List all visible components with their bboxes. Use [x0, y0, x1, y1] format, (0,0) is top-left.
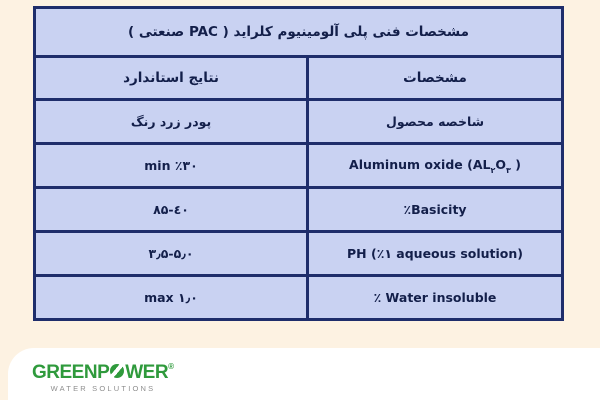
column-header-specifications: مشخصات [308, 57, 563, 100]
result-cell-ph: ۳٫۵-۵٫۰ [35, 232, 308, 276]
spec-table [33, 6, 564, 321]
formula-subscript-3: ۳ [505, 165, 511, 175]
formula-suffix: ) [510, 156, 521, 172]
result-cell-water-insoluble: max ۱٫۰ [35, 276, 308, 320]
spec-cell-basicity: ٪Basicity [308, 188, 563, 232]
column-header-standard-results: نتایج استاندارد [35, 57, 308, 100]
result-cell-aluminum-oxide: min ٪۳۰ [35, 144, 308, 188]
greenpower-logo [32, 357, 174, 393]
result-cell-product-characteristic: پودر زرد رنگ [35, 100, 308, 144]
registered-trademark-icon: ® [168, 362, 174, 371]
spec-cell-ph: PH (٪۱ aqueous solution) [308, 232, 563, 276]
spec-cell-water-insoluble: ٪ Water insoluble [308, 276, 563, 320]
brand-text-suffix: WER [125, 362, 169, 383]
table-row-ph [35, 232, 563, 276]
bottom-panel [8, 348, 600, 400]
table-header-row [35, 57, 563, 100]
formula-prefix: Aluminum oxide (AL [349, 156, 491, 172]
spec-cell-aluminum-oxide [308, 144, 563, 188]
table-row-aluminum-oxide [35, 144, 563, 188]
table-row-water-insoluble [35, 276, 563, 320]
formula-oxygen: O [495, 156, 506, 172]
spec-cell-product-characteristic: شاخصه محصول [308, 100, 563, 144]
result-cell-basicity: ۸۵-٤۰ [35, 188, 308, 232]
formula-subscript-2: ۲ [490, 165, 496, 175]
brand-text-prefix: GREENP [32, 362, 110, 383]
stylized-o-leaf-icon [110, 364, 124, 378]
table-title-row [35, 8, 563, 57]
brand-tagline: WATER SOLUTIONS [50, 384, 156, 393]
table-row-product-characteristic [35, 100, 563, 144]
brand-name [32, 357, 174, 382]
table-title: مشخصات فنی پلی آلومینیوم کلراید ( PAC صنعتی ) [35, 8, 563, 57]
table-row-basicity [35, 188, 563, 232]
